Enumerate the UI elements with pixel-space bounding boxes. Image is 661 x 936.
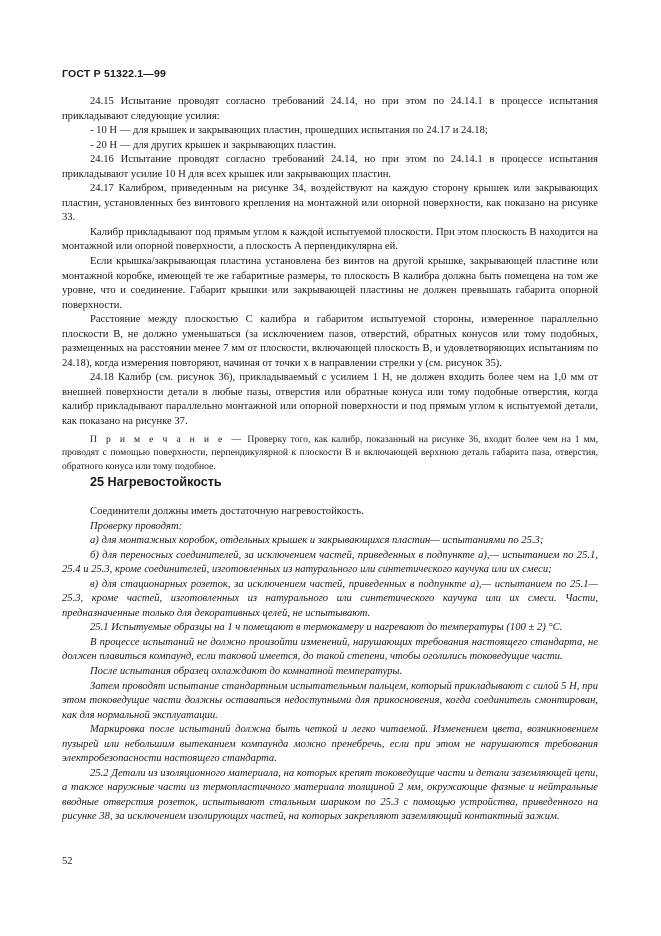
section-title: 25 Нагревостойкость [90,475,222,489]
paragraph-24-17: 24.17 Калибром, приведенным на рисунке 34, воздействуют на каждую сторону крышек или закрывающих пластин, установленных без винтового крепления на монтажной или опорной поверхности, как показано на рисунке 33. [62,183,598,224]
section-item: 25.2 Детали из изоляционного материала, на которых крепят токоведущие части и детали заземляющей цепи, а также наружные части из термопластичного материала толщиной 2 мм, окружающие фазные и нейтральные вводные отверстия розеток, испытывают стальным шариком по 25.3 с помощью устройства, приведенного на рисунке 38, за исключением изолирующих частей, на которых закрепляют заземляющий контактный зажим. [62,767,598,823]
paragraph: Если крышка/закрывающая пластина установлена без винтов на другой крышке, закрывающей пластине или монтажной коробке, имеющей те же габаритные размеры, то плоскость B калибра должна быть помещена на том же уровне, что и соединение. Габарит крышки или закрывающей пластины не должен превышать габарита опорной поверхности. [62,256,598,311]
section-item: б) для переносных соединителей, за исключением частей, приведенных в подпункте а),— испытанием по 25.1, 25.4 и 25.3, кроме соединителей, изготовленных из натурального или синтетического каучука или их смеси; [62,549,598,576]
section-item: В процессе испытаний не должно произойти изменений, нарушающих требования настоящего стандарта, не должен плавиться компаунд, если таковой имеется, до такой степени, чтобы оголились токоведущие части. [62,636,598,663]
note-text: Проверку того, как калибр, показанный на рисунке 36, входит более чем на 1 мм, проводят с помощью поверхности, перпендикулярной к плоскости B и включающей верхнюю деталь габарита паза, отверстия, обратного конуса или тому подобное. [62,433,598,472]
section-item: Маркировка после испытаний должна быть четкой и легко читаемой. Изменением цвета, возникновением пузырей или небольшим вытеканием компаунда можно пренебречь, если при этом не нарушаются требования электробезопасности настоящего стандарта. [62,724,598,765]
note-label: П р и м е ч а н и е — [90,433,244,445]
section-item: Проверку проводят: [90,520,183,532]
paragraph-24-18: 24.18 Калибр (см. рисунок 36), прикладываемый с усилием 1 Н, не должен входить более чем на 1,0 мм от внешней поверхности детали в любые пазы, отверстия или обратные конуса или тому подобные отверстия, когда калибр прикладывают параллельно монтажной или опорной поверхности и под прямым углом к испытуемой детали, как показано на рисунке 37. [62,372,598,428]
section-25-text [62,505,598,825]
section-item: 25.1 Испытуемые образцы на 1 ч помещают в термокамеру и нагревают до температуры (100 ± 2) °С. [90,622,563,634]
paragraph-24-16: 24.16 Испытание проводят согласно требований 24.14, но при этом по 24.14.1 в процессе испытания прикладывают усилие 10 Н для всех крышек или закрывающих пластин. [62,154,598,180]
list-item: - 10 Н — для крышек и закрывающих пластин, прошедших испытания по 24.17 и 24.18; [90,125,488,137]
note-paragraph [62,433,598,474]
section-item: в) для стационарных розеток, за исключением частей, приведенных в подпункте а),— испытанием по 25.1— 25.3, кроме частей, изготовленных из натурального или синтетического каучука или их смеси. Части, предназначенные только для декоративных целей, не испытывают. [62,578,598,619]
document-header-code: ГОСТ Р 51322.1—99 [62,68,167,80]
section-item: Затем проводят испытание стандартным испытательным пальцем, который прикладывают с силой 5 Н, при этом токоведущие части должны оставаться недоступными для прикосновения, когда соединитель смонтирован, как для нормальной эксплуатации. [62,680,598,721]
section-item: а) для монтажных коробок, отдельных крышек и закрывающихся пластин— испытаниями по 25.3; [90,535,544,547]
page-number: 52 [62,856,73,867]
list-item: - 20 Н — для других крышек и закрывающих пластин. [90,139,337,151]
section-intro: Соединители должны иметь достаточную нагревостойкость. [90,506,364,517]
paragraph: Калибр прикладывают под прямым углом к каждой испытуемой плоскости. При этом плоскость B находится на монтажной или опорной поверхности, а плоскость A перпендикулярна ей. [62,226,598,253]
paragraph: Расстояние между плоскостью C калибра и габаритом испытуемой стороны, измеренное параллельно плоскости B, не должно уменьшаться (за исключением пазов, отверстий, обратных конусов или тому подобных, размещенных на расстоянии менее 7 мм от плоскости, включающей плоскость B, и удовлетворяющих испытаниям по 24.18), когда измерения повторяют, начиная от точки x в направлении стрелки y (см. рисунок 35). [62,314,598,369]
section-item: После испытания образец охлаждают до комнатной температуры. [90,666,403,678]
paragraph-24-15: 24.15 Испытание проводят согласно требований 24.14, но при этом по 24.14.1 в процессе испытания прикладывают следующие усилия: [62,96,598,122]
clause-24-text [62,95,598,473]
